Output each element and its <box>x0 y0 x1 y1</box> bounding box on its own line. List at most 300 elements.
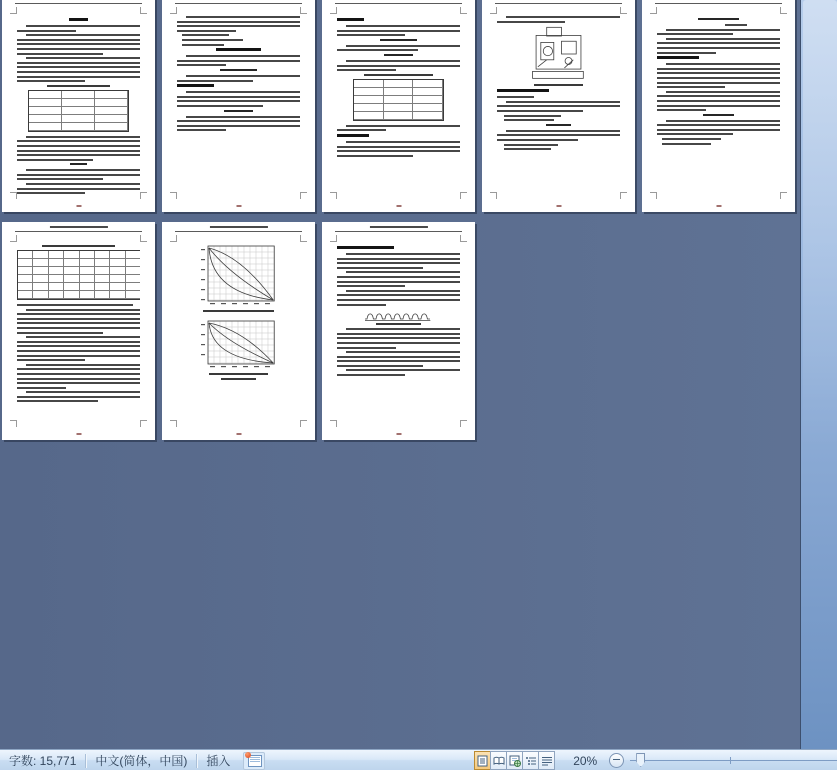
word-count-indicator[interactable]: 字数: 15,771 <box>9 753 77 768</box>
paragraph-lines <box>177 75 300 82</box>
margin-crop-mark <box>460 420 467 427</box>
text-line <box>657 68 780 70</box>
caption-line <box>534 84 583 86</box>
text-line <box>725 24 747 26</box>
outline-view-button[interactable] <box>522 751 538 770</box>
text-line <box>17 192 85 194</box>
margin-crop-mark <box>460 7 467 14</box>
text-line <box>26 183 140 185</box>
text-line <box>17 359 85 361</box>
text-line <box>337 374 405 376</box>
table-cell <box>64 291 79 299</box>
draft-view-button[interactable] <box>538 751 555 770</box>
page-number-mark <box>76 433 81 435</box>
text-line <box>177 96 300 98</box>
text-line <box>657 109 706 111</box>
margin-crop-mark <box>300 7 307 14</box>
text-line <box>17 48 140 50</box>
table-cell <box>95 275 110 283</box>
table-cell <box>64 267 79 275</box>
table-cell <box>384 88 414 96</box>
heading-line <box>69 18 89 21</box>
table-cell <box>413 112 443 120</box>
heading-line <box>337 18 364 21</box>
text-line <box>17 373 140 375</box>
text-line <box>186 116 300 118</box>
text-line <box>497 105 620 107</box>
text-line <box>177 80 253 82</box>
text-line <box>177 25 300 27</box>
text-line <box>497 134 620 136</box>
margin-crop-mark <box>170 7 177 14</box>
text-line <box>177 21 300 23</box>
table-cell <box>354 96 384 104</box>
text-line <box>177 30 236 32</box>
print-layout-view-button[interactable] <box>474 751 490 770</box>
page-content <box>17 244 140 424</box>
text-line <box>657 86 725 88</box>
text-line <box>337 347 396 349</box>
paragraph-lines <box>17 136 140 161</box>
page-header-rule <box>655 3 782 4</box>
page-number-mark <box>76 205 81 207</box>
table-cell <box>126 251 140 259</box>
text-line <box>17 76 140 78</box>
heading-line <box>337 246 394 249</box>
table-cell <box>110 259 125 267</box>
text-line <box>26 336 140 338</box>
paragraph-lines <box>17 34 140 54</box>
text-line <box>177 120 300 122</box>
zoom-slider-center-tick <box>730 757 731 764</box>
text-line <box>337 299 460 301</box>
text-line <box>17 43 140 45</box>
table-cell <box>49 275 64 283</box>
text-line <box>26 309 140 311</box>
margin-crop-mark <box>170 192 177 199</box>
text-line <box>177 125 300 127</box>
text-line <box>497 139 578 141</box>
margin-crop-mark <box>10 420 17 427</box>
table-cell <box>29 115 62 123</box>
text-line <box>17 327 140 329</box>
paragraph-lines <box>657 38 780 54</box>
text-line <box>26 364 140 366</box>
insert-mode-indicator[interactable]: 插入 <box>206 753 231 768</box>
text-line <box>657 33 733 35</box>
page-header-rule <box>335 3 462 4</box>
table-cell <box>18 267 33 275</box>
text-line <box>497 110 583 112</box>
table-cell <box>64 283 79 291</box>
table-cell <box>354 88 384 96</box>
table-cell <box>95 107 128 115</box>
page-number-mark <box>716 205 721 207</box>
margin-crop-mark <box>300 192 307 199</box>
figure-chart <box>200 245 276 309</box>
text-line <box>17 71 140 73</box>
heading-line <box>216 48 260 51</box>
web-layout-view-button[interactable] <box>506 751 522 770</box>
table-cell <box>384 96 414 104</box>
zoom-slider[interactable] <box>628 750 837 770</box>
page-header-text <box>49 226 107 228</box>
vertical-scrollbar-thumb[interactable] <box>803 0 837 749</box>
page-thumbnail-7[interactable] <box>162 222 315 440</box>
paragraph-lines <box>17 364 140 389</box>
text-line <box>186 75 300 77</box>
text-line <box>17 178 103 180</box>
table-cell <box>18 291 33 299</box>
text-line <box>17 387 66 389</box>
page-header-text <box>369 226 427 228</box>
text-line <box>666 63 780 65</box>
table-cell <box>62 115 95 123</box>
text-line <box>337 276 460 278</box>
paragraph-lines <box>497 16 620 23</box>
formula-line <box>698 18 740 20</box>
text-line <box>337 365 423 367</box>
table-cell <box>18 259 33 267</box>
text-line <box>657 72 780 74</box>
margin-crop-mark <box>620 192 627 199</box>
page-thumbnail-1[interactable] <box>2 0 155 212</box>
text-line <box>506 16 620 18</box>
data-table <box>28 90 128 132</box>
web-layout-icon <box>509 755 521 767</box>
table-cell <box>95 283 110 291</box>
text-line <box>506 101 620 103</box>
text-line <box>337 281 460 283</box>
text-line <box>17 396 140 398</box>
margin-crop-mark <box>330 7 337 14</box>
text-line <box>346 290 460 292</box>
page-thumbnail-6[interactable] <box>2 222 155 440</box>
text-line <box>657 42 780 44</box>
figure-gearrow <box>363 308 434 322</box>
table-cell <box>126 291 140 299</box>
table-cell <box>110 291 125 299</box>
paragraph-lines <box>337 369 460 376</box>
text-line <box>346 125 460 127</box>
paragraph-lines <box>337 125 460 132</box>
text-line <box>497 21 565 23</box>
page-header-rule <box>175 3 302 4</box>
text-line <box>504 144 558 146</box>
text-line <box>17 140 140 142</box>
text-line <box>17 304 133 306</box>
text-line <box>182 34 229 36</box>
zoom-slider-handle[interactable] <box>636 753 645 767</box>
zoom-slider-track <box>630 760 837 761</box>
table-cell <box>49 259 64 267</box>
text-line <box>337 304 386 306</box>
paragraph-lines <box>657 91 780 111</box>
spacer <box>177 315 300 319</box>
full-screen-reading-view-button[interactable] <box>490 751 506 770</box>
text-line <box>666 91 780 93</box>
page-thumbnail-2[interactable] <box>162 0 315 212</box>
table-cell <box>33 251 48 259</box>
text-line <box>657 95 780 97</box>
formula-line <box>384 54 414 56</box>
text-line <box>666 29 780 31</box>
heading-line <box>497 89 549 92</box>
table-cell <box>95 259 110 267</box>
table-cell <box>413 88 443 96</box>
text-line <box>186 16 300 18</box>
status-bar <box>0 749 837 770</box>
table-cell <box>354 80 384 88</box>
margin-crop-mark <box>330 420 337 427</box>
margin-crop-mark <box>140 420 147 427</box>
paragraph-lines <box>17 391 140 402</box>
text-line <box>17 53 103 55</box>
text-line <box>662 138 721 140</box>
text-line <box>337 262 460 264</box>
table-cell <box>126 283 140 291</box>
formula-line <box>224 110 254 112</box>
table-cell <box>64 251 79 259</box>
table-cell <box>95 115 128 123</box>
page-thumbnail-3[interactable] <box>322 0 475 212</box>
text-line <box>346 45 460 47</box>
text-line <box>337 360 460 362</box>
zoom-out-button[interactable] <box>609 753 624 768</box>
table-cell <box>33 283 48 291</box>
text-line <box>346 271 460 273</box>
text-line <box>186 91 300 93</box>
caption-line <box>376 323 420 325</box>
text-line <box>26 57 140 59</box>
text-line <box>346 60 460 62</box>
text-line <box>17 345 140 347</box>
caption-line <box>47 85 111 87</box>
heading-line <box>337 134 369 137</box>
page-thumbnail-8[interactable] <box>322 222 475 440</box>
text-line <box>497 96 534 98</box>
text-line <box>657 100 780 102</box>
paragraph-lines <box>337 45 460 52</box>
formula-line <box>220 69 257 71</box>
margin-crop-mark <box>490 7 497 14</box>
vertical-scrollbar[interactable] <box>800 0 837 749</box>
macro-record-dot <box>245 752 251 758</box>
table-cell <box>33 291 48 299</box>
paragraph-lines <box>337 25 460 36</box>
margin-crop-mark <box>780 192 787 199</box>
text-line <box>17 400 98 402</box>
table-cell <box>384 104 414 112</box>
text-line <box>177 129 226 131</box>
text-line <box>337 69 396 71</box>
draft-view-icon <box>541 755 553 767</box>
margin-crop-mark <box>780 7 787 14</box>
table-cell <box>49 267 64 275</box>
text-line <box>337 129 386 131</box>
paragraph-lines <box>497 130 620 141</box>
page-thumbnail-5[interactable] <box>642 0 795 212</box>
page-header-text <box>209 226 267 228</box>
table-cell <box>29 123 62 131</box>
text-line <box>666 120 780 122</box>
text-line <box>337 294 460 296</box>
data-table <box>17 250 140 300</box>
page-header-rule <box>495 3 622 4</box>
text-line <box>346 253 460 255</box>
text-line <box>657 124 780 126</box>
paragraph-lines <box>177 55 300 66</box>
margin-crop-mark <box>10 235 17 242</box>
text-line <box>26 136 140 138</box>
table-cell <box>49 283 64 291</box>
table-cell <box>354 112 384 120</box>
margin-crop-mark <box>10 7 17 14</box>
text-line <box>346 328 460 330</box>
text-line <box>337 49 418 51</box>
table-cell <box>413 96 443 104</box>
table-cell <box>95 251 110 259</box>
table-cell <box>95 123 128 131</box>
text-line <box>346 141 460 143</box>
margin-crop-mark <box>140 7 147 14</box>
text-line <box>337 267 423 269</box>
paragraph-lines <box>17 57 140 82</box>
text-line <box>337 333 460 335</box>
text-line <box>504 119 553 121</box>
paragraph-lines <box>177 116 300 132</box>
text-line <box>182 39 244 41</box>
text-line <box>17 355 140 357</box>
paragraph-lines <box>17 336 140 361</box>
page-content <box>337 16 460 196</box>
table-cell <box>413 104 443 112</box>
text-line <box>186 55 300 57</box>
page-content <box>497 16 620 196</box>
table-cell <box>80 275 95 283</box>
table-cell <box>29 91 62 99</box>
language-indicator[interactable]: 中文(简体，中国) <box>95 753 188 768</box>
table-cell <box>80 251 95 259</box>
text-line <box>17 188 140 190</box>
text-line <box>26 25 140 27</box>
text-line <box>17 150 140 152</box>
margin-crop-mark <box>330 192 337 199</box>
text-line <box>346 369 460 371</box>
table-cell <box>49 291 64 299</box>
table-cell <box>18 275 33 283</box>
margin-crop-mark <box>460 235 467 242</box>
margin-crop-mark <box>10 192 17 199</box>
margin-crop-mark <box>650 7 657 14</box>
margin-crop-mark <box>140 192 147 199</box>
table-cell <box>29 107 62 115</box>
text-line <box>17 378 140 380</box>
margin-crop-mark <box>300 235 307 242</box>
table-cell <box>126 259 140 267</box>
formula-line <box>380 39 417 41</box>
text-line <box>17 62 140 64</box>
table-cell <box>18 283 33 291</box>
macro-record-icon[interactable] <box>243 752 265 770</box>
text-line <box>657 105 780 107</box>
zoom-level-button[interactable]: 20% <box>573 753 598 768</box>
text-line <box>17 350 140 352</box>
text-line <box>17 159 93 161</box>
page-content <box>337 244 460 424</box>
table-cell <box>29 99 62 107</box>
page-number-mark <box>236 433 241 435</box>
paragraph-lines <box>337 271 460 287</box>
table-cell <box>62 123 95 131</box>
page-thumbnail-4[interactable] <box>482 0 635 212</box>
margin-crop-mark <box>170 420 177 427</box>
paragraph-lines <box>337 328 460 348</box>
table-cell <box>80 259 95 267</box>
page-content <box>177 16 300 196</box>
caption-line <box>221 378 255 380</box>
page-number-mark <box>396 205 401 207</box>
paragraph-lines <box>17 25 140 32</box>
margin-crop-mark <box>490 192 497 199</box>
text-line <box>26 391 140 393</box>
text-line <box>17 332 103 334</box>
caption-line <box>364 74 433 76</box>
paragraph-lines <box>337 351 460 367</box>
margin-crop-mark <box>140 235 147 242</box>
formula-line <box>546 124 571 126</box>
table-cell <box>384 112 414 120</box>
paragraph-lines <box>657 120 780 136</box>
page-number-mark <box>556 205 561 207</box>
paragraph-lines <box>337 60 460 71</box>
paragraph-lines <box>497 101 620 112</box>
page-content <box>657 16 780 196</box>
paragraph-lines <box>177 16 300 32</box>
paragraph-lines <box>17 169 140 180</box>
page-number-mark <box>396 433 401 435</box>
table-cell <box>413 80 443 88</box>
table-cell <box>62 99 95 107</box>
text-line <box>17 322 140 324</box>
margin-crop-mark <box>460 192 467 199</box>
text-line <box>657 82 780 84</box>
paragraph-lines <box>17 183 140 194</box>
full-screen-reading-icon <box>493 755 505 767</box>
text-line <box>657 129 780 131</box>
table-cell <box>110 275 125 283</box>
text-line <box>17 318 140 320</box>
margin-crop-mark <box>330 235 337 242</box>
paragraph-lines <box>337 253 460 269</box>
text-line <box>337 34 405 36</box>
text-line <box>337 155 413 157</box>
paragraph-lines <box>657 63 780 88</box>
heading-line <box>177 84 214 87</box>
paragraph-lines <box>657 29 780 36</box>
text-line <box>337 30 460 32</box>
paragraph-lines <box>337 141 460 157</box>
table-cell <box>80 267 95 275</box>
table-cell <box>110 267 125 275</box>
view-shortcut-toolbar <box>474 751 555 770</box>
table-cell <box>95 291 110 299</box>
caption-line <box>42 245 116 247</box>
page-header-rule <box>15 231 142 232</box>
page-header-rule <box>15 3 142 4</box>
text-line <box>177 100 300 102</box>
paragraph-lines <box>177 91 300 107</box>
